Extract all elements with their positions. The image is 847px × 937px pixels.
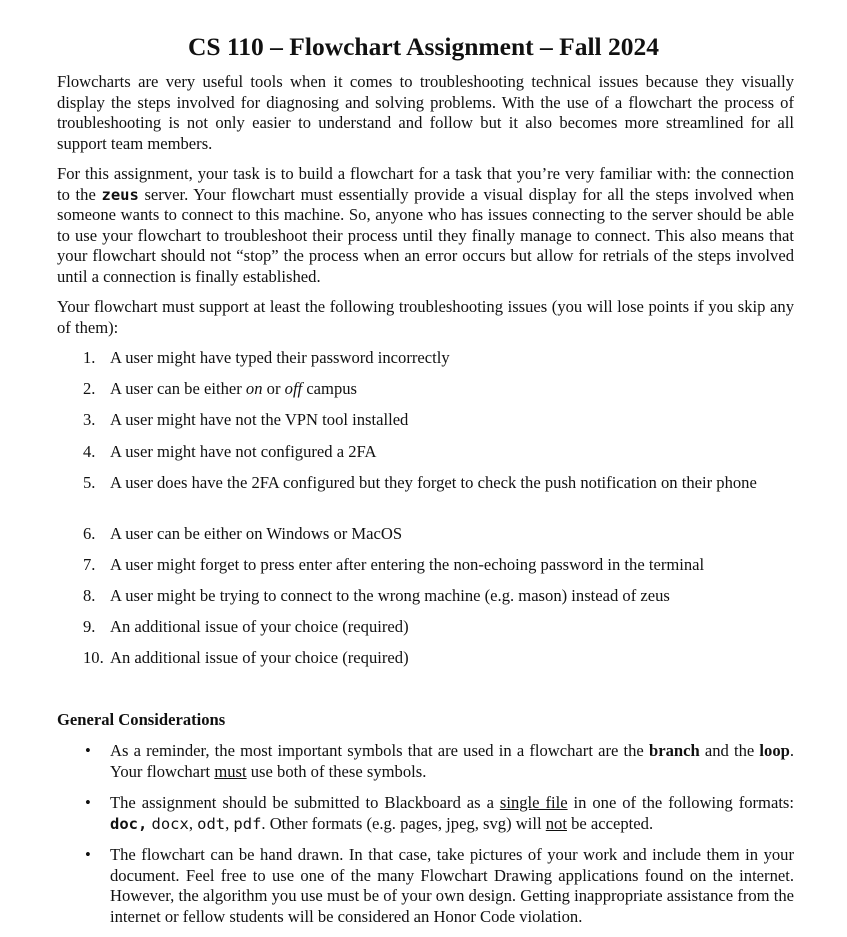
list-text: [110, 379, 794, 400]
bullet-text-part: . Other formats (e.g. pages, jpeg, svg) will: [261, 813, 546, 833]
bullet-item: [83, 741, 794, 782]
list-text: An additional issue of your choice (required): [110, 617, 409, 636]
list-item: [83, 586, 794, 607]
list-number: 4.: [83, 442, 96, 461]
list-text-part: campus: [302, 379, 358, 398]
bullet-icon: •: [85, 845, 91, 864]
single-file-underline: single file: [499, 793, 568, 812]
p2-text-b: server. Your flowchart must essentially provide a visual display for all the steps involved when someone wants to connect to this machine. So, anyone who has issues connecting to the server should be able to use your flowchart to troubleshoot their process until they finally manage to connect. This also means that your flowchart should not “stop” the process when an error occurs but allow for retrials of the steps involved until a connection is finally established.: [57, 184, 795, 286]
bullet-text: [110, 741, 794, 782]
on-emphasis: on: [245, 379, 263, 398]
list-text-part: or: [262, 379, 285, 398]
bullet-icon: •: [85, 741, 91, 760]
list-number: 5.: [83, 473, 96, 492]
list-item: [83, 524, 794, 545]
bullet-text-part: As a reminder, the most important symbols that are used in a flowchart are the: [110, 741, 649, 760]
p2-text-a: For this assignment, your task is to build a flowchart for a task that you’re very familiar with: the connection to the: [57, 164, 794, 204]
format-pdf: pdf: [233, 814, 262, 833]
list-number: 1.: [83, 348, 96, 367]
zeus-code: zeus: [101, 185, 139, 204]
branch-bold: branch: [648, 741, 700, 760]
intro-paragraph-1: Flowcharts are very useful tools when it comes to troubleshooting technical issues because they visually display the steps involved for diagnosing and solving problems. With the use of a flowchart the process of troubleshooting is not only easier to understand and follow but it also becomes more streamlined for all support team members.: [57, 72, 794, 153]
separator: ,: [188, 813, 198, 833]
bullet-text: [110, 793, 794, 834]
list-text: A user might have not configured a 2FA: [110, 442, 377, 461]
bullet-text-part: The assignment should be submitted to Blackboard as a: [110, 793, 500, 812]
bullet-text-part: be accepted.: [566, 813, 654, 833]
off-emphasis: off: [284, 379, 303, 398]
list-text: An additional issue of your choice (required): [110, 648, 409, 667]
list-number: 3.: [83, 410, 96, 429]
section-heading-general: General Considerations: [57, 710, 226, 729]
bullet-text-part: . Your flowchart: [110, 741, 795, 781]
list-item: [83, 379, 794, 400]
bullet-text-part: in one of the following formats:: [567, 793, 795, 812]
list-item: [83, 617, 794, 638]
list-item: [83, 648, 794, 669]
intro-paragraph-2: [57, 164, 794, 288]
list-item: [83, 410, 794, 431]
format-doc: doc,: [110, 814, 148, 833]
bullet-text-part: and the: [699, 741, 760, 760]
list-item: [83, 348, 794, 369]
loop-bold: loop: [759, 741, 790, 760]
intro-paragraph-3: Your flowchart must support at least the following troubleshooting issues (you will lose points if you skip any of them):: [57, 297, 794, 337]
format-odt: odt: [197, 814, 226, 833]
list-item: [83, 442, 794, 463]
list-text: A user might have typed their password incorrectly: [110, 348, 450, 367]
separator: ,: [225, 813, 234, 833]
bullet-text: The flowchart can be hand drawn. In that case, take pictures of your work and include them in your document. Feel free to use one of the many Flowchart Drawing applications found on the internet. However, the algorithm you use must be of your own design. Getting inappropriate assistance from the internet or fellow students will be considered an Honor Code violation.: [110, 845, 794, 926]
bullet-text-part: use both of these symbols.: [246, 761, 427, 781]
bullet-item: [83, 845, 794, 927]
list-number: 9.: [83, 617, 96, 636]
bullet-icon: •: [85, 793, 91, 812]
list-text: A user might be trying to connect to the wrong machine (e.g. mason) instead of zeus: [110, 586, 670, 605]
format-docx: docx: [151, 814, 189, 833]
list-item: [83, 555, 794, 576]
list-number: 6.: [83, 524, 96, 543]
list-number: 8.: [83, 586, 96, 605]
list-text: A user might forget to press enter after entering the non-echoing password in the terminal: [110, 555, 705, 574]
list-number: 10.: [83, 648, 104, 667]
page-title: CS 110 – Flowchart Assignment – Fall 2024: [187, 32, 660, 61]
list-number: 7.: [83, 555, 96, 574]
list-text: A user does have the 2FA configured but they forget to check the push notification on their phone: [110, 473, 757, 492]
list-text-part: A user can be either: [110, 379, 246, 398]
bullet-item: [83, 793, 794, 834]
list-text: A user can be either on Windows or MacOS: [110, 524, 403, 543]
must-underline: must: [214, 761, 247, 781]
list-text: A user might have not the VPN tool installed: [110, 410, 409, 429]
not-underline: not: [545, 813, 567, 833]
list-item: [83, 473, 794, 494]
list-number: 2.: [83, 379, 96, 398]
